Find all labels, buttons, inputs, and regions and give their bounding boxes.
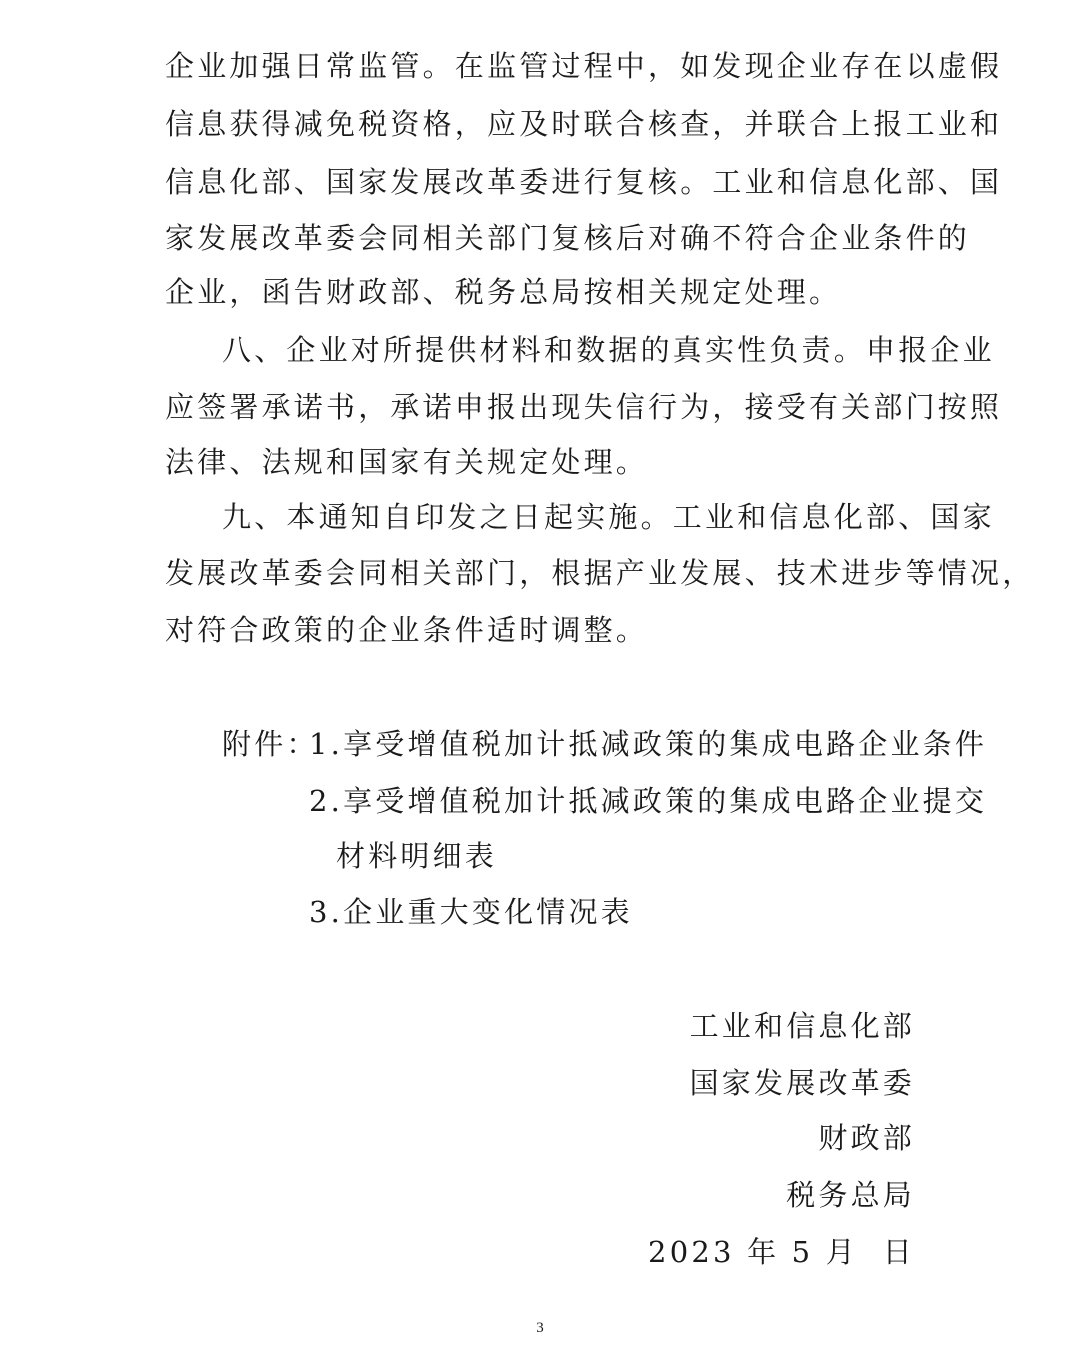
body-line: 应签署承诺书，承诺申报出现失信行为，接受有关部门按照 (165, 390, 1003, 424)
body-line: 家发展改革委会同相关部门复核后对确不符合企业条件的 (165, 221, 971, 255)
body-line: 法律、法规和国家有关规定处理。 (165, 445, 649, 479)
body-line: 信息化部、国家发展改革委进行复核。工业和信息化部、国 (165, 165, 1003, 199)
body-line: 九、本通知自印发之日起实施。工业和信息化部、国家 (222, 500, 995, 534)
document-date: 2023 年 5 月 日 (648, 1235, 915, 1269)
attachment-item: 2.享受增值税加计抵减政策的集成电路企业提交 (309, 784, 988, 818)
body-line: 对符合政策的企业条件适时调整。 (165, 613, 649, 647)
signatory: 财政部 (818, 1121, 915, 1155)
attachment-item-continuation: 材料明细表 (336, 839, 498, 873)
signatory: 国家发展改革委 (689, 1066, 915, 1100)
attachments-label: 附件： (222, 727, 319, 761)
body-line: 企业加强日常监管。在监管过程中，如发现企业存在以虚假 (165, 49, 1003, 83)
signatory: 税务总局 (786, 1178, 915, 1212)
body-line: 八、企业对所提供材料和数据的真实性负责。申报企业 (222, 333, 995, 367)
body-line: 信息获得减免税资格，应及时联合核查，并联合上报工业和 (165, 107, 1003, 141)
page-number: 3 (536, 1320, 544, 1336)
attachment-item: 1.享受增值税加计抵减政策的集成电路企业条件 (309, 727, 988, 761)
attachment-item: 3.企业重大变化情况表 (309, 895, 633, 929)
body-line: 企业，函告财政部、税务总局按相关规定处理。 (165, 275, 842, 309)
signatory: 工业和信息化部 (689, 1009, 915, 1043)
body-line: 发展改革委会同相关部门，根据产业发展、技术进步等情况， (165, 556, 1035, 590)
